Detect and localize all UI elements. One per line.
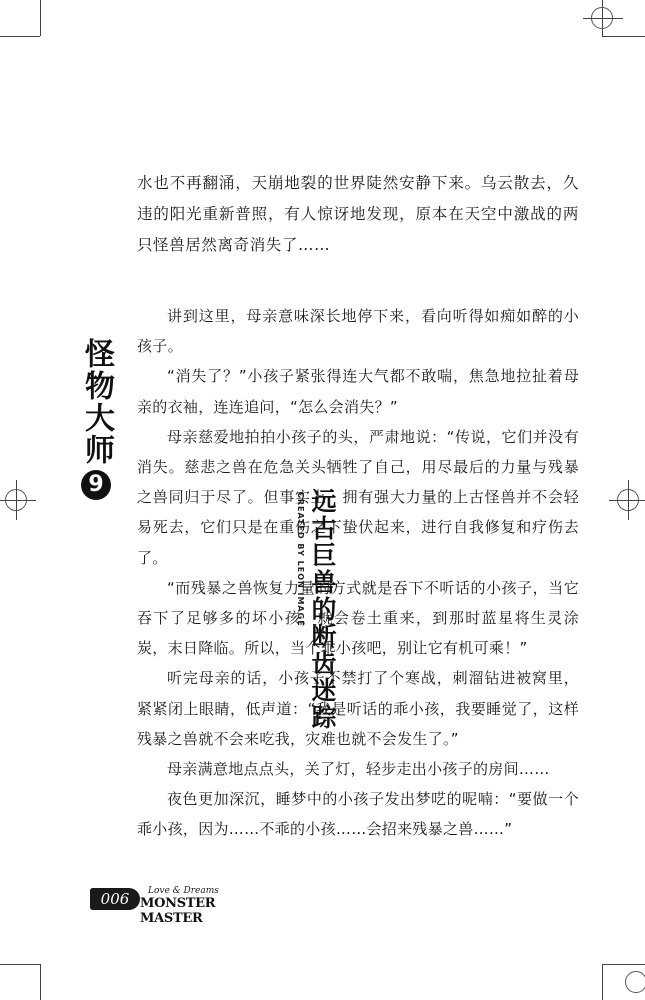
crop-mark [16,480,17,520]
book-subtitle: 远古巨兽的断齿迷踪 [308,488,337,731]
crop-mark [609,500,645,501]
crop-mark [0,36,40,37]
volume-badge: 9 [81,470,111,500]
story-paragraph: 母亲慈爱地拍拍小孩子的头，严肃地说：“传说，它们并没有消失。慈悲之兽在危急关头牺牲了自己，用尽最后的力量与残暴之兽同归于尽了。但事实上，拥有强大力量的上古怪兽并不会轻易死去，它们只是在重伤之下蛰伏起来，进行自我修复和疗伤去了。 [137,427,579,567]
intro-section [137,168,579,261]
crop-mark [602,964,603,1000]
page-footer [90,884,250,926]
story-paragraph: 夜色更加深沉，睡梦中的小孩子发出梦呓的呢喃：“要做一个乖小孩，因为……不乖的小孩……会招来残暴之兽……” [137,790,579,839]
series-title: 怪物大师 [79,338,114,466]
footer-brand: MONSTER MASTER [140,896,216,926]
page-number: 006 [90,888,140,910]
story-paragraph: “而残暴之兽恢复力量的方式就是吞下不听话的小孩子，当它吞下了足够多的坏小孩，就会卷土重来，到那时蓝星将生灵涂炭，末日降临。所以，当个乖小孩吧，别让它有机可乘！” [137,578,579,658]
page-content [137,168,579,845]
story-paragraph: “消失了？”小孩子紧张得连大气都不敢喘，焦急地拉扯着母亲的衣袖，连连追问，“怎么会消失？” [137,367,579,416]
crop-mark [0,964,40,965]
crop-mark [40,964,41,1000]
story-section [137,301,579,845]
crop-mark [0,500,36,501]
footer-tagline: Love & Dreams [148,886,219,896]
intro-paragraph: 水也不再翻涌，天崩地裂的世界陡然安静下来。乌云散去，久违的阳光重新普照，有人惊讶地发现，原本在天空中激战的两只怪兽居然离奇消失了…… [137,174,579,254]
story-paragraph: 听完母亲的话，小孩子不禁打了个寒战，刺溜钻进被窝里，紧紧闭上眼睛，低声道：“我是听话的乖小孩，我要睡觉了，这样残暴之兽就不会来吃我，灾难也就不会发生了。” [137,669,579,748]
registration-mark [625,971,645,993]
crop-mark [602,36,645,37]
story-paragraph: 母亲满意地点点头，关了灯，轻步走出小孩子的房间…… [167,760,550,779]
crop-mark [40,0,41,36]
series-title-block [74,338,118,504]
crop-mark [583,18,623,19]
crop-mark [602,964,645,965]
crop-mark [628,480,629,520]
story-paragraph: 讲到这里，母亲意味深长地停下来，看向听得如痴如醉的小孩子。 [137,307,579,356]
credit-line: CREATED BY LEON IMAGE [296,492,305,627]
